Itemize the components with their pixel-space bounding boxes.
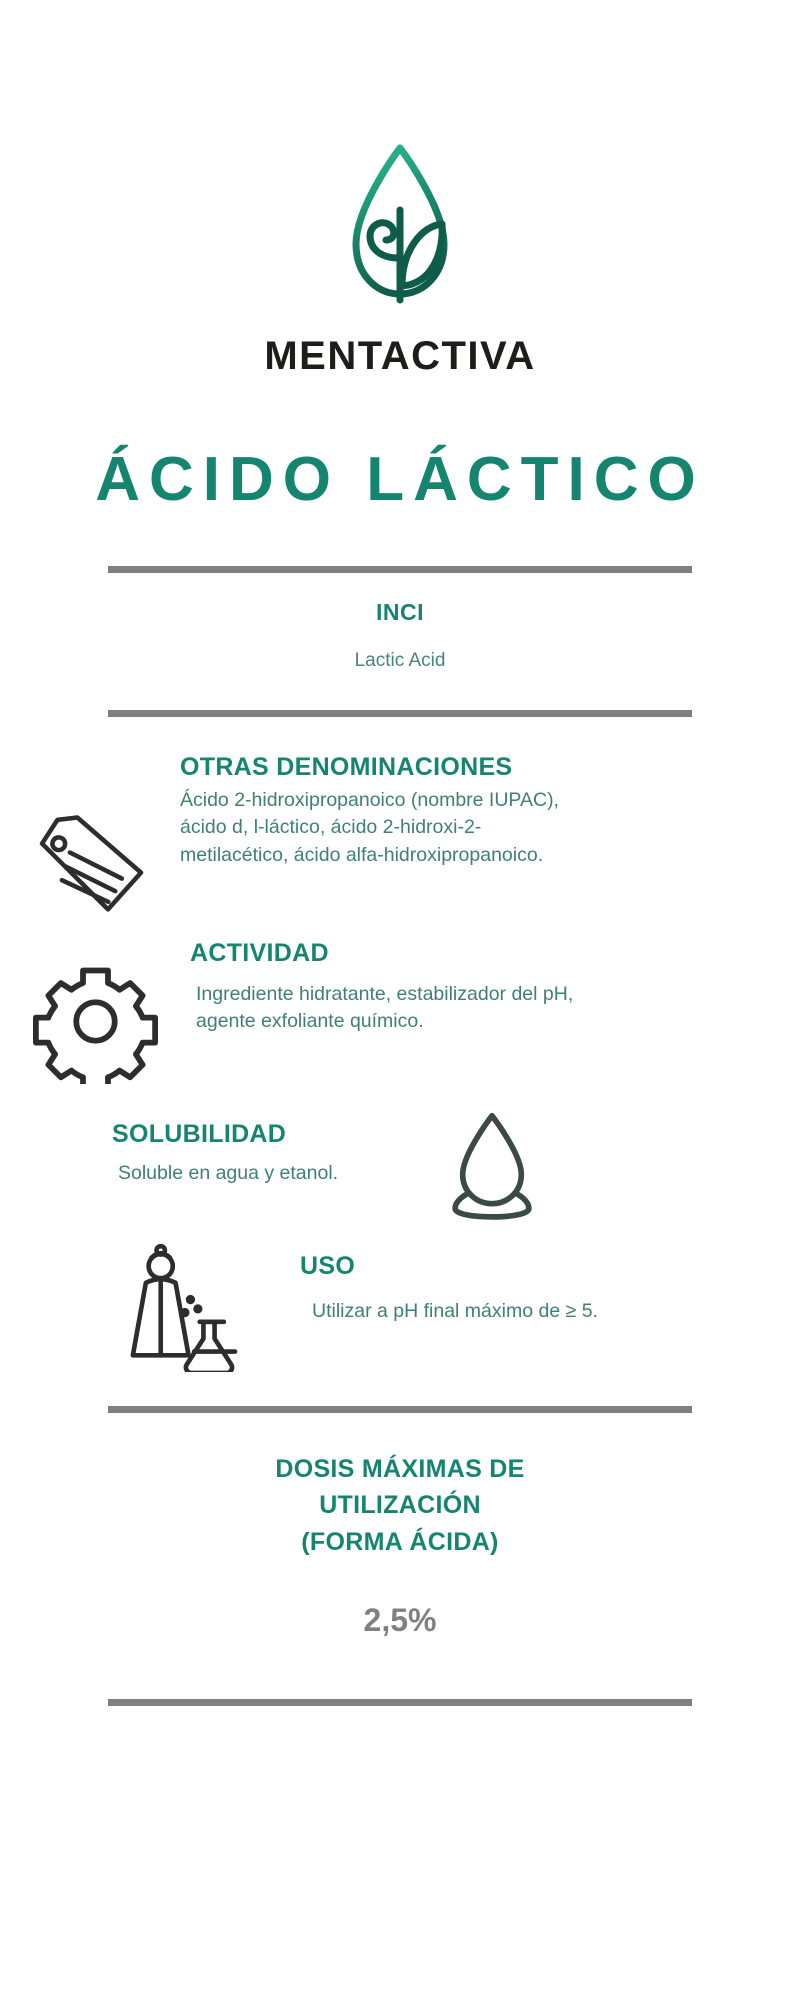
- section-heading: USO: [300, 1252, 356, 1280]
- section-body: Ácido 2-hidroxipropanoico (nombre IUPAC), ácido d, l-láctico, ácido 2-hidroxi-2-metilacético, ácido alfa-hidroxipropanoico.: [180, 788, 559, 867]
- section-heading: OTRAS DENOMINACIONES: [180, 753, 513, 781]
- divider-before-dosis: [108, 1406, 692, 1413]
- dosis-heading-line3: (FORMA ÁCIDA): [301, 1527, 499, 1556]
- divider-bottom: [108, 1699, 692, 1706]
- divider-top: [108, 566, 692, 573]
- inci-section: [0, 573, 800, 672]
- gear-icon: [0, 937, 190, 1084]
- tag-icon: [0, 745, 180, 923]
- brand-name: MENTACTIVA: [264, 334, 536, 378]
- section-solubilidad: [0, 1106, 800, 1220]
- section-actividad: [0, 937, 800, 1084]
- section-body: Ingrediente hidratante, estabilizador del pH, agente exfoliante químico.: [196, 982, 574, 1033]
- inci-value: Lactic Acid: [354, 650, 446, 671]
- section-dosis-maximas: [0, 1413, 800, 1639]
- section-heading: ACTIVIDAD: [190, 939, 329, 967]
- dosis-heading-line1: DOSIS MÁXIMAS DE: [275, 1455, 525, 1483]
- divider-after-inci: [108, 710, 692, 717]
- page-title: ÁCIDO LÁCTICO: [95, 445, 705, 514]
- section-body: Utilizar a pH final máximo de ≥ 5.: [312, 1299, 598, 1322]
- scientist-flask-icon: [0, 1228, 300, 1372]
- section-uso: [0, 1228, 800, 1372]
- section-otras-denominaciones: [0, 745, 800, 923]
- dosis-value: 2,5%: [363, 1601, 437, 1638]
- water-drop-icon: [440, 1106, 640, 1220]
- leaf-drop-logo-icon: [340, 140, 460, 330]
- brand-logo: [0, 0, 800, 379]
- dosis-heading-line2: UTILIZACIÓN: [319, 1491, 481, 1520]
- inci-label: INCI: [376, 599, 424, 625]
- section-body: Soluble en agua y etanol.: [118, 1161, 339, 1184]
- section-heading: SOLUBILIDAD: [112, 1120, 287, 1148]
